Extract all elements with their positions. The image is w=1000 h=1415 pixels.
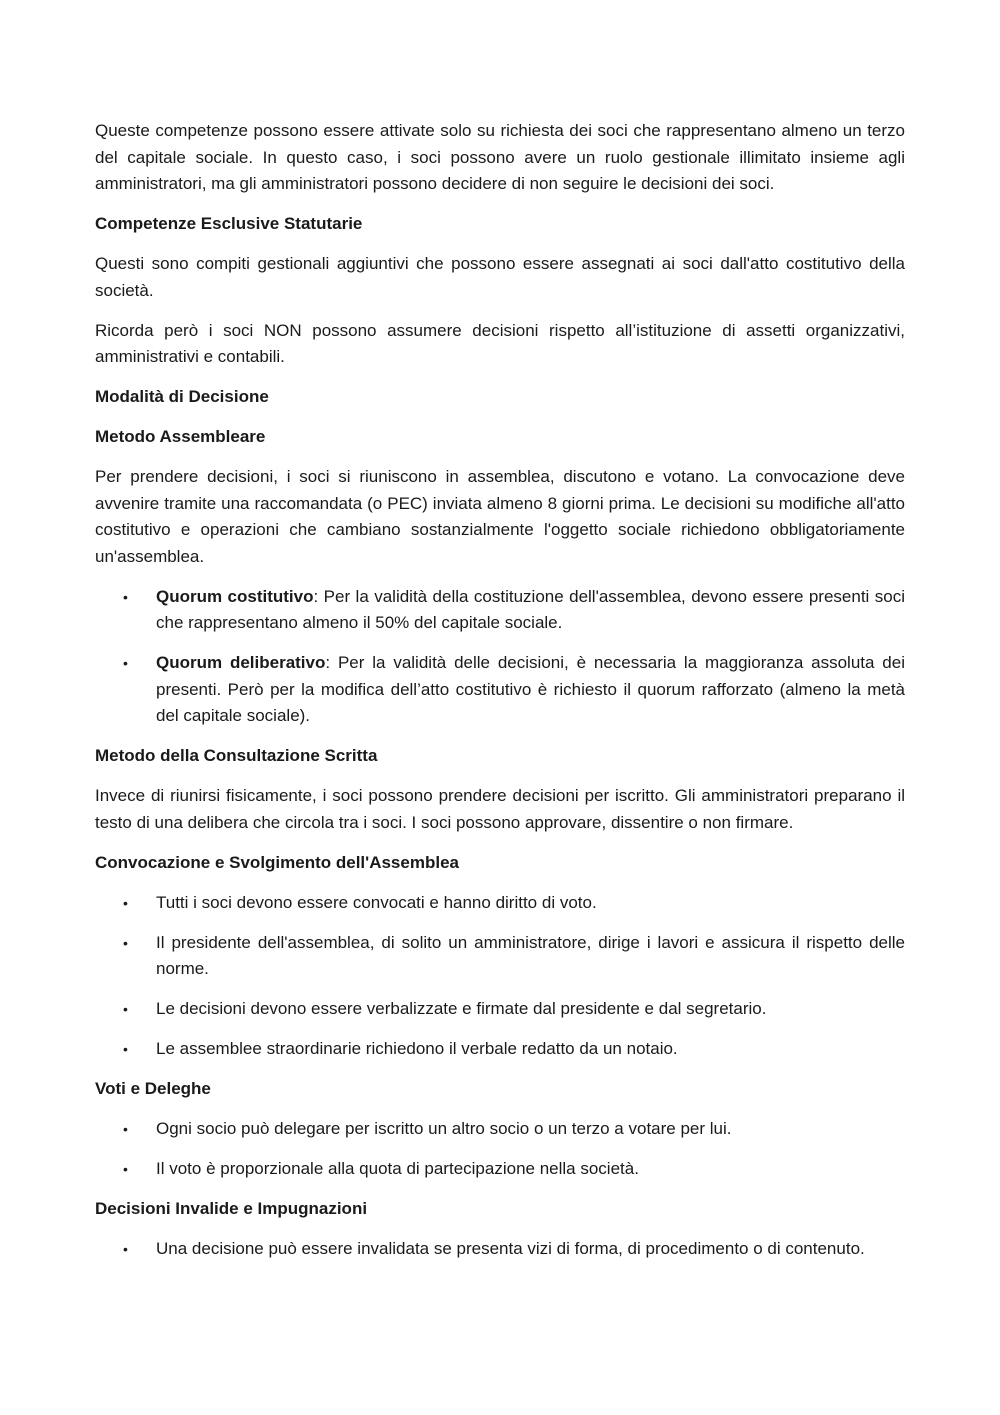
- list-item-text: : Per la validità delle decisioni, è necessaria la maggioranza assoluta dei presenti. Però per la modifica dell’atto costitutivo è richiesto il quorum rafforzato (almeno la metà del capitale sociale).: [156, 653, 905, 725]
- list-item: [95, 930, 905, 983]
- voti-list: [95, 1116, 905, 1183]
- list-item-text: Le assemblee straordinarie richiedono il verbale redatto da un notaio.: [156, 1039, 678, 1058]
- bullet-icon: •: [123, 1041, 128, 1057]
- heading-decisioni-invalide: Decisioni Invalide e Impugnazioni: [95, 1199, 368, 1218]
- list-item-text: Tutti i soci devono essere convocati e hanno diritto di voto.: [156, 892, 597, 912]
- list-item: [95, 996, 905, 1023]
- list-item: [95, 1036, 905, 1063]
- list-item-text: Il voto è proporzionale alla quota di partecipazione nella società.: [156, 1159, 639, 1178]
- list-item-text: Ogni socio può delegare per iscritto un altro socio o un terzo a votare per lui.: [156, 1119, 732, 1138]
- heading-convocazione: Convocazione e Svolgimento dell'Assemblea: [95, 852, 459, 872]
- convocazione-list: [95, 890, 905, 1063]
- bullet-icon: •: [123, 1121, 128, 1137]
- list-item-text: Le decisioni devono essere verbalizzate e firmate dal presidente e dal segretario.: [156, 999, 767, 1018]
- list-item: [95, 1116, 905, 1143]
- consultazione-paragraph: Invece di riunirsi fisicamente, i soci possono prendere decisioni per iscritto. Gli amministratori preparano il testo di una delibera che circola tra i soci. I soci possono approvare, dissentire o non firmare.: [95, 786, 905, 832]
- statutarie-paragraph-2: Ricorda però i soci NON possono assumere decisioni rispetto all’istituzione di assetti organizzativi, amministrativi e contabili.: [95, 320, 905, 366]
- list-item-term: Quorum costitutivo: [156, 586, 314, 606]
- list-item: [95, 1236, 905, 1263]
- list-item-text: Una decisione può essere invalidata se presenta vizi di forma, di procedimento o di contenuto.: [156, 1239, 865, 1258]
- document-page: [95, 118, 905, 1276]
- bullet-icon: •: [123, 588, 128, 605]
- bullet-icon: •: [123, 894, 128, 911]
- list-item-text: Il presidente dell'assemblea, di solito un amministratore, dirige i lavori e assicura il rispetto delle norme.: [156, 932, 905, 978]
- bullet-icon: •: [123, 1241, 128, 1257]
- heading-modalita-decisione: Modalità di Decisione: [95, 387, 269, 406]
- assembleare-paragraph: Per prendere decisioni, i soci si riuniscono in assemblea, discutono e votano. La convocazione deve avvenire tramite una raccomandata (o PEC) inviata almeno 8 giorni prima. Le decisioni su modifiche all'atto costitutivo e operazioni che cambiano sostanzialmente l'oggetto sociale richiedono obbligatoriamente un'assemblea.: [95, 467, 905, 566]
- heading-competenze-statutarie: Competenze Esclusive Statutarie: [95, 214, 363, 233]
- bullet-icon: •: [123, 655, 128, 671]
- list-item-text: : Per la validità della costituzione dell'assemblea, devono essere presenti soci che rappresentano almeno il 50% del capitale sociale.: [156, 586, 906, 632]
- intro-paragraph: Queste competenze possono essere attivate solo su richiesta dei soci che rappresentano almeno un terzo del capitale sociale. In questo caso, i soci possono avere un ruolo gestionale illimitato insieme agli amministratori, ma gli amministratori possono decidere di non seguire le decisioni dei soci.: [95, 121, 905, 193]
- quorum-list: [95, 584, 905, 730]
- list-item: [95, 1156, 905, 1183]
- list-item: [95, 890, 905, 917]
- bullet-icon: •: [123, 1161, 128, 1177]
- heading-metodo-assembleare: Metodo Assembleare: [95, 427, 266, 446]
- list-item: [95, 584, 905, 637]
- list-item: [95, 650, 905, 730]
- bullet-icon: •: [123, 1001, 128, 1017]
- statutarie-paragraph-1: Questi sono compiti gestionali aggiuntivi che possono essere assegnati ai soci dall'atto costitutivo della società.: [95, 254, 905, 300]
- list-item-term: Quorum deliberativo: [156, 653, 326, 672]
- heading-consultazione-scritta: Metodo della Consultazione Scritta: [95, 746, 378, 765]
- heading-voti-deleghe: Voti e Deleghe: [95, 1079, 211, 1098]
- bullet-icon: •: [123, 934, 128, 951]
- invalide-list: [95, 1236, 905, 1263]
